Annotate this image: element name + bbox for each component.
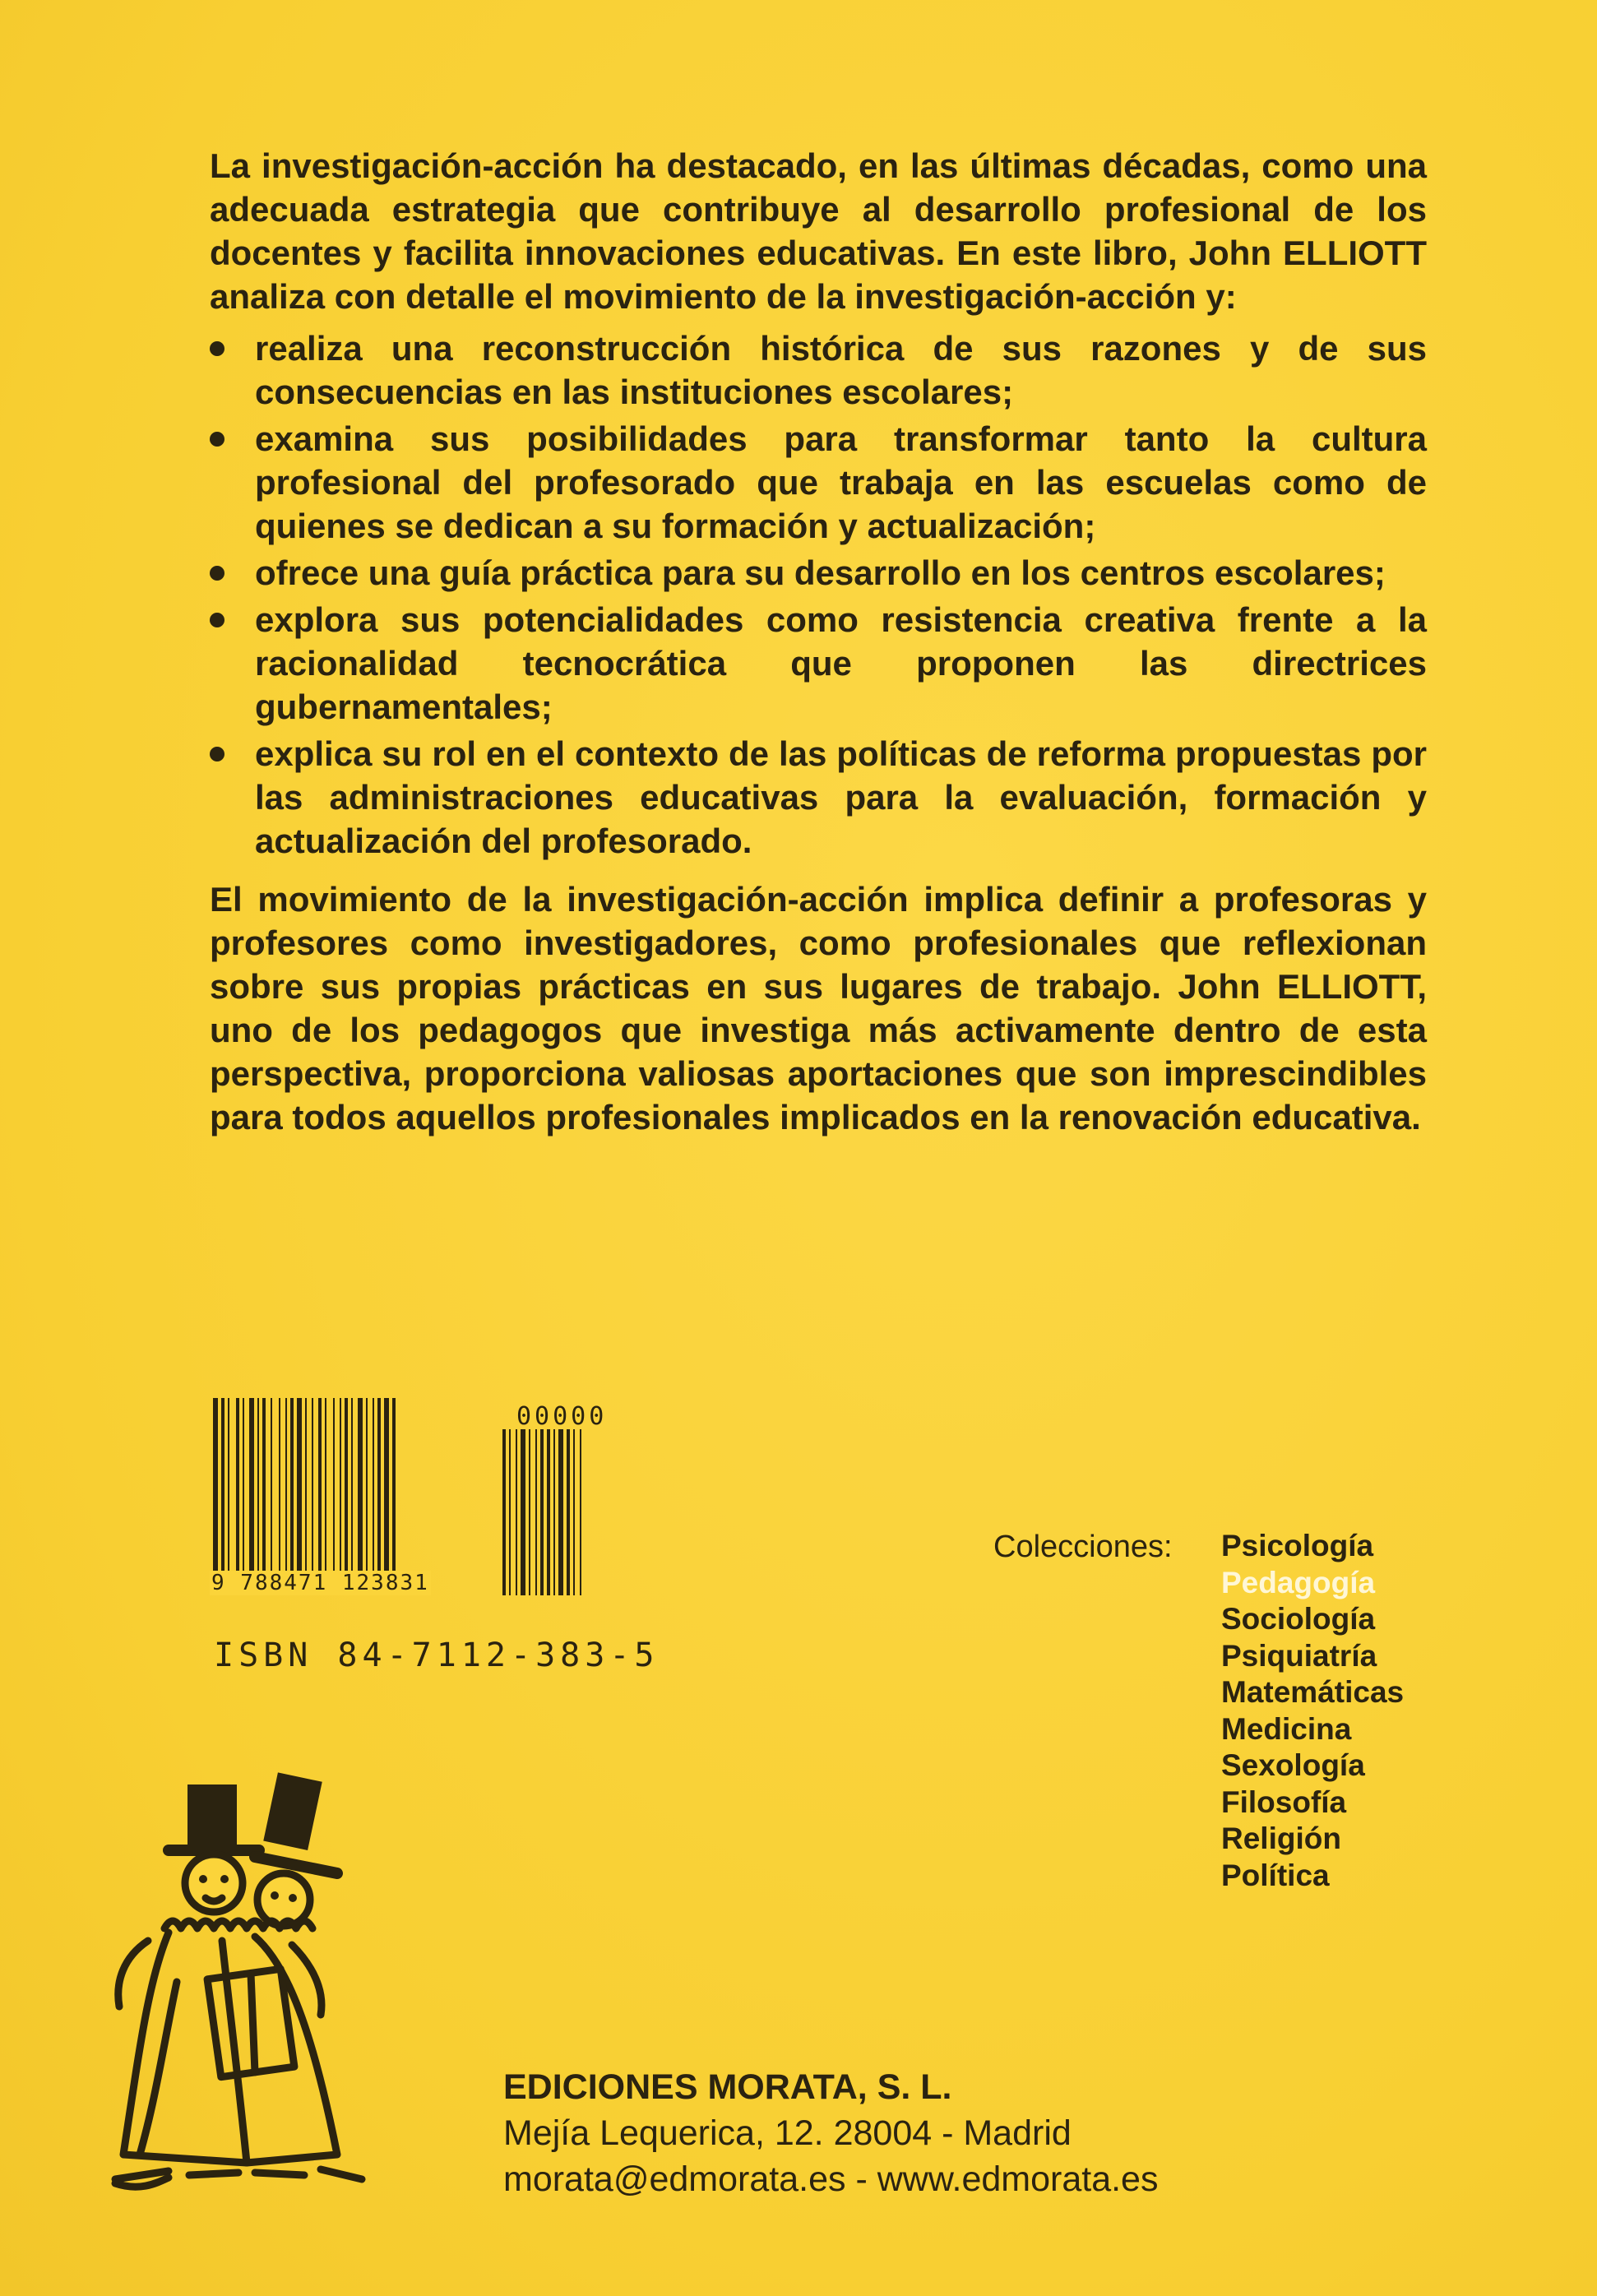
publisher-block [503, 2064, 1158, 2202]
blurb-bullet-item: explora sus potencialidades como resistencia creativa frente a la racionalidad tecnocrática que proponen las directrices gubernamentales; [210, 598, 1427, 729]
barcode-addon-digits: 00000 [516, 1402, 608, 1431]
collection-item: Religión [1221, 1822, 1341, 1855]
collection-item: Filosofía [1221, 1784, 1347, 1819]
blurb-closing: El movimiento de la investigación-acción implica definir a profesoras y profesores como investigadores, como profesionales que reflexionan sobre sus propias prácticas en sus lugares de trabajo. John ELLIOTT, uno de los pedagogos que investiga más activamente dentro de esta perspectiva, proporciona valiosas aportaciones que son imprescindibles para todos aquellos profesionales implicados en la renovación educativa. [210, 880, 1427, 1136]
blurb-bullet-item: ofrece una guía práctica para su desarrollo en los centros escolares; [210, 551, 1427, 595]
barcode-digits: 9 788471 123831 [211, 1571, 429, 1595]
bullet-icon [210, 566, 225, 581]
collection-item: Sexología [1221, 1748, 1365, 1782]
blurb-bullet-list [210, 326, 1427, 863]
bullet-icon [210, 613, 225, 627]
collection-item: Psicología [1221, 1529, 1374, 1562]
collection-item: Medicina [1221, 1711, 1352, 1746]
bullet-icon [210, 432, 225, 447]
collections-label: Colecciones: [993, 1530, 1173, 1564]
publisher-logo-icon [90, 1768, 452, 2220]
publisher-address: Mejía Lequerica, 12. 28004 - Madrid [503, 2113, 1072, 2153]
isbn-number: ISBN 84-7112-383-5 [214, 1636, 660, 1674]
publisher-contact: morata@edmorata.es - www.edmorata.es [503, 2159, 1159, 2199]
collection-item: Psiquiatría [1221, 1638, 1377, 1673]
collection-item: Política [1221, 1858, 1330, 1892]
collection-item: Sociología [1221, 1602, 1376, 1636]
blurb-bullet-item: examina sus posibilidades para transformar tanto la cultura profesional del profesorado que trabaja en las escuelas como de quienes se dedican a su formación y actualización; [210, 417, 1427, 548]
blurb-bullet-item: realiza una reconstrucción histórica de sus razones y de sus consecuencias en las instituciones escolares; [210, 326, 1427, 414]
collection-item: Matemáticas [1221, 1675, 1405, 1709]
collections-list [1221, 1528, 1404, 1894]
bullet-icon [210, 341, 225, 356]
blurb-bullet-item: explica su rol en el contexto de las políticas de reforma propuestas por las administraciones educativas para la evaluación, formación y actualización del profesorado. [210, 732, 1427, 863]
blurb-text [210, 144, 1427, 1139]
bullet-icon [210, 747, 225, 761]
collection-item: Pedagogía [1221, 1565, 1376, 1599]
blurb-intro: La investigación-acción ha destacado, en las últimas décadas, como una adecuada estrategia que contribuye al desarrollo profesional de los docentes y facilita innovaciones educativas. En este libro, John ELLIOTT analiza con detalle el movimiento de la investigación-acción y: [210, 146, 1427, 316]
publisher-name: EDICIONES MORATA, S. L. [503, 2067, 952, 2107]
